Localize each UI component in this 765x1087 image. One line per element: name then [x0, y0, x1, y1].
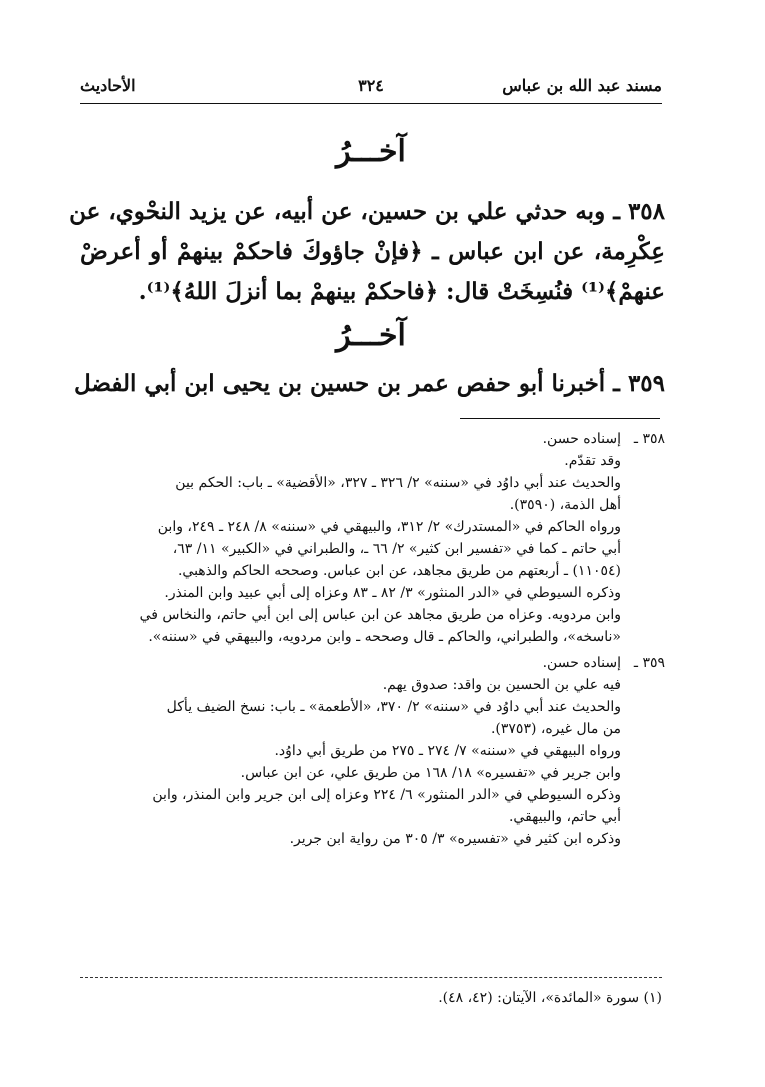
note-358-line: والحديث عند أبي داوُد في «سننه» ٢/ ٣٢٦ ـ ٣٢٧، «الأقضية» ـ باب: الحكم بين [175, 475, 621, 491]
note-358-line: وابن مردويه. وعزاه من طريق مجاهد عن ابن عباس إلى ابن أبي حاتم، والنخاس في [139, 607, 621, 623]
note-359-line: والحديث عند أبي داوُد في «سننه» ٢/ ٣٧٠، «الأطعمة» ـ باب: نسخ الضيف يأكل [166, 699, 621, 715]
note-358 [80, 428, 665, 648]
note-359-number: ٣٥٩ ـ [633, 655, 665, 671]
hadith-359-text [74, 364, 665, 404]
note-358-line: وذكره السيوطي في «الدر المنثور» ٣/ ٨٢ ـ ٨٣ وعزاه إلى أبي عبيد وابن المنذر. [164, 585, 621, 601]
note-358-line: وقد تقدّم. [564, 453, 621, 469]
note-358-line: أبي حاتم ـ كما في «تفسير ابن كثير» ٢/ ٦٦ ـ، والطبراني في «الكبير» ١١/ ٦٣، [172, 541, 621, 557]
hadith-358-text [69, 192, 665, 312]
note-359-line: فيه علي بن الحسين بن واقد: صدوق يهم. [382, 677, 621, 693]
note-359-line: من مال غيره، (٣٧٥٣). [490, 721, 621, 737]
note-359-line: أبي حاتم، والبيهقي. [508, 809, 621, 825]
hadith-358-line-1: ٣٥٨ ـ وبه حدثي علي بن حسين، عن أبيه، عن يزيد النحْوي، عن [69, 198, 665, 225]
note-359-line: ورواه البيهقي في «سننه» ٧/ ٢٧٤ ـ ٢٧٥ من طريق أبي داوُد. [274, 743, 621, 759]
notes-section [80, 428, 665, 850]
note-358-number: ٣٥٨ ـ [633, 431, 665, 447]
note-358-line: إسناده حسن. [542, 431, 621, 447]
header-section-title: الأحاديث [80, 76, 136, 95]
page-number: ٣٢٤ [358, 76, 384, 95]
footnote-1: (١) سورة «المائدة»، الآيتان: (٤٢، ٤٨). [438, 990, 662, 1006]
note-359-line: وذكره السيوطي في «الدر المنثور» ٦/ ٢٢٤ وعزاه إلى ابن جرير وابن المنذر، وابن [152, 787, 621, 803]
header-rule [80, 103, 662, 104]
note-359 [80, 652, 665, 850]
hadith-358-line-2: عِكْرِمة، عن ابن عباس ـ ﴿فإنْ جاؤوكَ فاحكمْ بينهمْ أو أعرضْ [80, 238, 665, 265]
section-heading-1: آخـــرُ [336, 134, 406, 169]
footnote-separator [80, 977, 662, 978]
note-358-line: «ناسخه»، والطبراني، والحاكم ـ قال وصححه ـ وابن مردويه، والبيهقي في «سننه». [148, 629, 621, 645]
note-358-line: (١١٠٥٤) ـ أربعتهم من طريق مجاهد، عن ابن عباس. وصححه الحاكم والذهبي. [177, 563, 621, 579]
footnote-rule [460, 418, 660, 419]
section-heading-2: آخـــرُ [336, 318, 406, 353]
header-book-title: مسند عبد الله بن عباس [502, 76, 662, 95]
note-359-line: وابن جرير في «تفسيره» ١٨/ ١٦٨ من طريق علي، عن ابن عباس. [240, 765, 621, 781]
note-358-line: أهل الذمة، (٣٥٩٠). [509, 497, 621, 513]
hadith-359-line-1: ٣٥٩ ـ أخبرنا أبو حفص عمر بن حسين بن يحيى ابن أبي الفضل [74, 370, 665, 397]
note-359-line: وذكره ابن كثير في «تفسيره» ٣/ ٣٠٥ من رواية ابن جرير. [289, 831, 621, 847]
running-header [80, 70, 662, 100]
note-358-line: ورواه الحاكم في «المستدرك» ٢/ ٣١٢، والبيهقي في «سننه» ٨/ ٢٤٨ ـ ٢٤٩، وابن [157, 519, 621, 535]
note-359-line: إسناده حسن. [542, 655, 621, 671]
hadith-358-line-3: عنهمْ﴾⁽¹⁾ فنُسِخَتْ قال: ﴿فاحكمْ بينهمْ بما أنزلَ اللهُ﴾⁽¹⁾. [138, 278, 665, 305]
